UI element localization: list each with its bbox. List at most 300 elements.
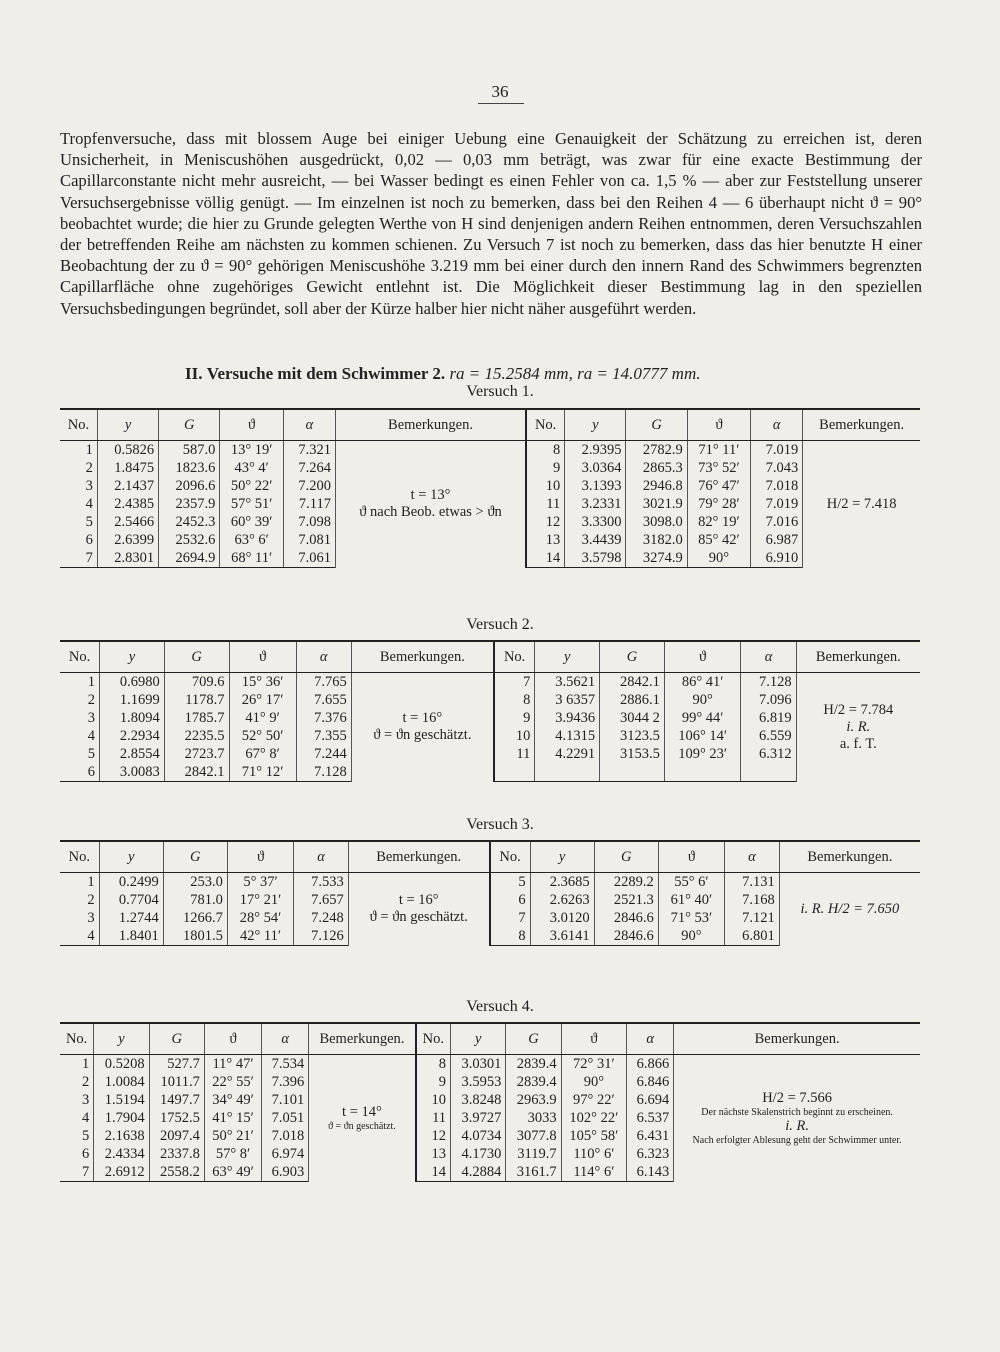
table-row xyxy=(60,873,920,892)
row-g: 587.0 xyxy=(159,441,220,460)
empty-cell xyxy=(535,763,600,782)
row-alpha: 7.657 xyxy=(294,891,349,909)
row-alpha: 7.376 xyxy=(296,709,351,727)
row-alpha: 6.323 xyxy=(627,1145,674,1163)
col-g: G xyxy=(506,1023,561,1055)
remark-text: ϑ = ϑn geschätzt. xyxy=(369,909,468,926)
col-y: y xyxy=(535,641,600,673)
row-y: 1.7904 xyxy=(94,1109,149,1127)
row-theta: 68° 11′ xyxy=(220,549,283,568)
col-remarks: Bemerkungen. xyxy=(779,841,920,873)
col-alpha: α xyxy=(262,1023,309,1055)
row-y: 1.8401 xyxy=(99,927,163,946)
row-alpha: 7.128 xyxy=(741,673,796,692)
row-g: 1752.5 xyxy=(149,1109,204,1127)
row-theta: 97° 22′ xyxy=(561,1091,626,1109)
row-theta: 41° 9′ xyxy=(229,709,296,727)
row-theta: 67° 8′ xyxy=(229,745,296,763)
row-theta: 57° 8′ xyxy=(204,1145,261,1163)
row-alpha: 7.126 xyxy=(294,927,349,946)
row-no: 13 xyxy=(526,531,565,549)
row-theta: 15° 36′ xyxy=(229,673,296,692)
row-y: 2.6263 xyxy=(530,891,594,909)
row-theta: 85° 42′ xyxy=(687,531,750,549)
col-theta: ϑ xyxy=(220,409,283,441)
remarks-cell xyxy=(348,873,489,946)
row-g: 3044 2 xyxy=(600,709,665,727)
row-no: 3 xyxy=(87,709,96,726)
row-y: 2.1437 xyxy=(97,477,158,495)
row-y: 4.1730 xyxy=(451,1145,506,1163)
row-y: 1.8094 xyxy=(100,709,165,727)
remark-text: Nach erfolgter Ablesung geht der Schwimmer unter. xyxy=(692,1135,902,1147)
row-y: 2.2934 xyxy=(100,727,165,745)
row-no: 6 xyxy=(85,531,93,548)
col-y: y xyxy=(530,841,594,873)
row-theta: 52° 50′ xyxy=(229,727,296,745)
row-alpha: 7.131 xyxy=(725,873,780,892)
body-paragraph xyxy=(60,128,922,319)
row-theta: 106° 14′ xyxy=(664,727,741,745)
row-y: 3 6357 xyxy=(535,691,600,709)
row-theta: 82° 19′ xyxy=(687,513,750,531)
row-alpha: 7.128 xyxy=(296,763,351,782)
row-alpha: 6.987 xyxy=(751,531,803,549)
col-theta: ϑ xyxy=(687,409,750,441)
col-remarks: Bemerkungen. xyxy=(803,409,920,441)
row-g: 2337.8 xyxy=(149,1145,204,1163)
row-g: 527.7 xyxy=(149,1055,204,1074)
row-no: 4 xyxy=(82,1109,90,1126)
remarks-cell xyxy=(309,1055,416,1182)
row-theta: 102° 22′ xyxy=(561,1109,626,1127)
row-y: 2.3685 xyxy=(530,873,594,892)
row-alpha: 6.846 xyxy=(627,1073,674,1091)
row-theta: 71° 12′ xyxy=(229,763,296,782)
row-y: 3.0120 xyxy=(530,909,594,927)
col-no: No. xyxy=(60,841,99,873)
row-y: 3.8248 xyxy=(451,1091,506,1109)
row-y: 3.6141 xyxy=(530,927,594,946)
row-y: 2.9395 xyxy=(565,441,626,460)
table-row xyxy=(60,1055,920,1074)
row-alpha: 7.765 xyxy=(296,673,351,692)
row-alpha: 7.018 xyxy=(751,477,803,495)
row-theta: 90° xyxy=(561,1073,626,1091)
remark-text: i. R. xyxy=(846,718,871,735)
row-g: 3119.7 xyxy=(506,1145,561,1163)
col-y: y xyxy=(565,409,626,441)
row-theta: 5° 37′ xyxy=(227,873,293,892)
row-no: 14 xyxy=(526,549,565,568)
row-alpha: 7.121 xyxy=(725,909,780,927)
remark-text: ϑ = ϑn geschätzt. xyxy=(328,1121,396,1133)
row-alpha: 7.321 xyxy=(283,441,335,460)
section-title: Versuche mit dem Schwimmer 2. xyxy=(206,364,446,383)
row-theta: 73° 52′ xyxy=(687,459,750,477)
row-no: 4 xyxy=(60,927,99,946)
row-alpha: 6.974 xyxy=(262,1145,309,1163)
remark-text: t = 13° xyxy=(410,487,451,504)
row-theta: 90° xyxy=(658,927,724,946)
row-g: 781.0 xyxy=(163,891,227,909)
row-g: 2842.1 xyxy=(600,673,665,692)
remark-text: t = 14° xyxy=(342,1104,382,1121)
row-g: 2452.3 xyxy=(159,513,220,531)
row-alpha: 6.431 xyxy=(627,1127,674,1145)
row-alpha: 7.043 xyxy=(751,459,803,477)
remarks-cell xyxy=(674,1055,920,1182)
row-alpha: 7.018 xyxy=(262,1127,309,1145)
row-no: 5 xyxy=(85,513,93,530)
row-y: 2.6912 xyxy=(94,1163,149,1182)
row-alpha: 6.694 xyxy=(627,1091,674,1109)
row-alpha: 6.910 xyxy=(751,549,803,568)
row-theta: 90° xyxy=(664,691,741,709)
row-no: 7 xyxy=(60,1163,94,1182)
remark-text: t = 16° xyxy=(398,892,439,909)
row-y: 2.5466 xyxy=(97,513,158,531)
row-g: 709.6 xyxy=(164,673,229,692)
row-y: 2.8554 xyxy=(100,745,165,763)
row-alpha: 7.096 xyxy=(741,691,796,709)
row-g: 3182.0 xyxy=(626,531,687,549)
row-alpha: 7.244 xyxy=(296,745,351,763)
row-theta: 41° 15′ xyxy=(204,1109,261,1127)
row-g: 2558.2 xyxy=(149,1163,204,1182)
row-theta: 109° 23′ xyxy=(664,745,741,763)
row-theta: 22° 55′ xyxy=(204,1073,261,1091)
row-no: 11 xyxy=(494,745,535,763)
row-no: 4 xyxy=(85,495,93,512)
row-g: 3123.5 xyxy=(600,727,665,745)
row-y: 3.9727 xyxy=(451,1109,506,1127)
col-remarks: Bemerkungen. xyxy=(674,1023,920,1055)
row-g: 1266.7 xyxy=(163,909,227,927)
col-theta: ϑ xyxy=(204,1023,261,1055)
row-g: 1178.7 xyxy=(164,691,229,709)
col-alpha: α xyxy=(627,1023,674,1055)
col-alpha: α xyxy=(294,841,349,873)
section-roman: II. xyxy=(185,364,203,383)
row-g: 2963.9 xyxy=(506,1091,561,1109)
row-g: 2886.1 xyxy=(600,691,665,709)
row-g: 2694.9 xyxy=(159,549,220,568)
row-g: 3021.9 xyxy=(626,495,687,513)
row-no: 3 xyxy=(87,909,95,926)
col-alpha: α xyxy=(296,641,351,673)
row-alpha: 6.801 xyxy=(725,927,780,946)
row-no: 7 xyxy=(490,909,530,927)
row-no: 4 xyxy=(87,727,96,744)
row-theta: 55° 6′ xyxy=(658,873,724,892)
row-g: 1011.7 xyxy=(149,1073,204,1091)
row-g: 2723.7 xyxy=(164,745,229,763)
row-g: 2357.9 xyxy=(159,495,220,513)
row-alpha: 6.866 xyxy=(627,1055,674,1074)
row-y: 0.5826 xyxy=(97,441,158,460)
remark-text: t = 16° xyxy=(402,710,443,727)
row-alpha: 6.559 xyxy=(741,727,796,745)
remarks-cell xyxy=(796,673,920,782)
row-no: 6 xyxy=(60,763,100,782)
remarks-cell xyxy=(351,673,494,782)
row-theta: 50° 22′ xyxy=(220,477,283,495)
col-remarks: Bemerkungen. xyxy=(348,841,489,873)
col-alpha: α xyxy=(751,409,803,441)
page-number: 36 xyxy=(491,82,509,101)
row-theta: 63° 6′ xyxy=(220,531,283,549)
row-y: 3.0364 xyxy=(565,459,626,477)
row-alpha: 6.537 xyxy=(627,1109,674,1127)
row-no: 13 xyxy=(416,1145,451,1163)
row-y: 3.1393 xyxy=(565,477,626,495)
row-theta: 72° 31′ xyxy=(561,1055,626,1074)
row-no: 9 xyxy=(416,1073,451,1091)
row-y: 2.4334 xyxy=(94,1145,149,1163)
row-no: 8 xyxy=(490,927,530,946)
page-number-rule xyxy=(478,103,524,104)
row-g: 1497.7 xyxy=(149,1091,204,1109)
row-no: 3 xyxy=(82,1091,90,1108)
row-theta: 34° 49′ xyxy=(204,1091,261,1109)
versuch-4-label: Versuch 4. xyxy=(466,998,534,1015)
row-no: 2 xyxy=(85,459,93,476)
row-g: 3098.0 xyxy=(626,513,687,531)
col-theta: ϑ xyxy=(227,841,293,873)
row-no: 1 xyxy=(87,673,96,690)
col-y: y xyxy=(99,841,163,873)
remark-text: a. f. T. xyxy=(839,735,877,752)
remarks-cell xyxy=(779,873,920,946)
row-alpha: 7.061 xyxy=(283,549,335,568)
row-alpha: 7.019 xyxy=(751,441,803,460)
versuch-2-label: Versuch 2. xyxy=(466,616,534,633)
row-no: 3 xyxy=(85,477,93,494)
col-remarks: Bemerkungen. xyxy=(351,641,494,673)
row-theta: 71° 53′ xyxy=(658,909,724,927)
col-no: No. xyxy=(494,641,535,673)
row-theta: 28° 54′ xyxy=(227,909,293,927)
versuch-4-table xyxy=(60,1022,920,1182)
row-alpha: 7.533 xyxy=(294,873,349,892)
section-heading xyxy=(185,364,700,384)
row-theta: 76° 47′ xyxy=(687,477,750,495)
row-alpha: 6.903 xyxy=(262,1163,309,1182)
row-no: 8 xyxy=(526,441,565,460)
row-no: 8 xyxy=(416,1055,451,1074)
col-no: No. xyxy=(60,409,97,441)
row-g: 2532.6 xyxy=(159,531,220,549)
row-theta: 90° xyxy=(687,549,750,568)
row-y: 2.4385 xyxy=(97,495,158,513)
row-no: 10 xyxy=(416,1091,451,1109)
col-y: y xyxy=(97,409,158,441)
row-theta: 61° 40′ xyxy=(658,891,724,909)
col-g: G xyxy=(149,1023,204,1055)
row-g: 2097.4 xyxy=(149,1127,204,1145)
row-g: 2839.4 xyxy=(506,1073,561,1091)
versuch-1-table xyxy=(60,408,920,568)
col-no: No. xyxy=(526,409,565,441)
row-no: 7 xyxy=(494,673,535,692)
row-no: 9 xyxy=(494,709,535,727)
col-alpha: α xyxy=(741,641,796,673)
row-y: 4.0734 xyxy=(451,1127,506,1145)
remarks-cell xyxy=(803,441,920,568)
row-no: 2 xyxy=(87,891,95,908)
row-no: 10 xyxy=(526,477,565,495)
row-g: 3274.9 xyxy=(626,549,687,568)
row-y: 3.9436 xyxy=(535,709,600,727)
row-y: 3.3300 xyxy=(565,513,626,531)
col-g: G xyxy=(594,841,658,873)
row-no: 6 xyxy=(82,1145,90,1162)
row-g: 2096.6 xyxy=(159,477,220,495)
col-remarks: Bemerkungen. xyxy=(309,1023,416,1055)
col-remarks: Bemerkungen. xyxy=(796,641,920,673)
row-g: 1823.6 xyxy=(159,459,220,477)
col-theta: ϑ xyxy=(664,641,741,673)
empty-cell xyxy=(741,763,796,782)
row-y: 3.5798 xyxy=(565,549,626,568)
row-alpha: 7.019 xyxy=(751,495,803,513)
row-alpha: 7.200 xyxy=(283,477,335,495)
row-y: 0.7704 xyxy=(99,891,163,909)
row-y: 3.0301 xyxy=(451,1055,506,1074)
col-no: No. xyxy=(60,1023,94,1055)
remark-text: H/2 = 7.784 xyxy=(823,701,894,718)
row-alpha: 7.655 xyxy=(296,691,351,709)
remark-text: i. R. H/2 = 7.650 xyxy=(800,900,900,917)
row-alpha: 7.101 xyxy=(262,1091,309,1109)
row-y: 1.1699 xyxy=(100,691,165,709)
remark-text: Der nächste Skalenstrich beginnt zu erscheinen. xyxy=(701,1107,893,1119)
col-g: G xyxy=(159,409,220,441)
row-theta: 114° 6′ xyxy=(561,1163,626,1182)
row-y: 3.4439 xyxy=(565,531,626,549)
row-no: 12 xyxy=(526,513,565,531)
empty-cell xyxy=(494,763,535,782)
row-no: 5 xyxy=(82,1127,90,1144)
row-theta: 26° 17′ xyxy=(229,691,296,709)
row-no: 1 xyxy=(87,873,95,890)
row-no: 8 xyxy=(494,691,535,709)
row-alpha: 7.248 xyxy=(294,909,349,927)
row-alpha: 7.396 xyxy=(262,1073,309,1091)
table-row xyxy=(60,441,920,460)
row-g: 1801.5 xyxy=(163,927,227,946)
row-theta: 60° 39′ xyxy=(220,513,283,531)
row-y: 1.8475 xyxy=(97,459,158,477)
row-y: 3.0083 xyxy=(100,763,165,782)
row-alpha: 7.016 xyxy=(751,513,803,531)
row-y: 4.1315 xyxy=(535,727,600,745)
row-no: 11 xyxy=(526,495,565,513)
row-g: 2521.3 xyxy=(594,891,658,909)
row-no: 9 xyxy=(526,459,565,477)
row-theta: 110° 6′ xyxy=(561,1145,626,1163)
row-g: 2846.6 xyxy=(594,927,658,946)
row-alpha: 7.168 xyxy=(725,891,780,909)
col-remarks: Bemerkungen. xyxy=(336,409,527,441)
row-theta: 42° 11′ xyxy=(227,927,293,946)
row-no: 2 xyxy=(82,1073,90,1090)
row-g: 2782.9 xyxy=(626,441,687,460)
row-theta: 86° 41′ xyxy=(664,673,741,692)
row-theta: 63° 49′ xyxy=(204,1163,261,1182)
row-y: 4.2884 xyxy=(451,1163,506,1182)
row-y: 2.6399 xyxy=(97,531,158,549)
col-g: G xyxy=(600,641,665,673)
row-alpha: 7.051 xyxy=(262,1109,309,1127)
col-g: G xyxy=(164,641,229,673)
remark-text: H/2 = 7.418 xyxy=(826,495,897,512)
row-alpha: 6.312 xyxy=(741,745,796,763)
empty-cell xyxy=(600,763,665,782)
row-g: 3033 xyxy=(506,1109,561,1127)
row-alpha: 7.117 xyxy=(283,495,335,513)
versuch-1-label: Versuch 1. xyxy=(466,383,534,400)
row-no: 7 xyxy=(60,549,97,568)
col-g: G xyxy=(163,841,227,873)
row-g: 2842.1 xyxy=(164,763,229,782)
row-g: 2289.2 xyxy=(594,873,658,892)
row-theta: 71° 11′ xyxy=(687,441,750,460)
row-no: 6 xyxy=(490,891,530,909)
row-y: 3.2331 xyxy=(565,495,626,513)
row-y: 3.5621 xyxy=(535,673,600,692)
versuch-2-table xyxy=(60,640,920,782)
row-no: 1 xyxy=(82,1055,90,1072)
col-alpha: α xyxy=(283,409,335,441)
row-alpha: 7.098 xyxy=(283,513,335,531)
row-theta: 50° 21′ xyxy=(204,1127,261,1145)
col-y: y xyxy=(94,1023,149,1055)
row-y: 1.5194 xyxy=(94,1091,149,1109)
row-alpha: 7.534 xyxy=(262,1055,309,1074)
row-g: 2839.4 xyxy=(506,1055,561,1074)
row-no: 12 xyxy=(416,1127,451,1145)
row-y: 0.6980 xyxy=(100,673,165,692)
row-no: 5 xyxy=(87,745,96,762)
row-no: 2 xyxy=(87,691,96,708)
row-no: 5 xyxy=(490,873,530,892)
row-g: 2865.3 xyxy=(626,459,687,477)
row-y: 0.2499 xyxy=(99,873,163,892)
row-y: 2.8301 xyxy=(97,549,158,568)
row-y: 1.0084 xyxy=(94,1073,149,1091)
col-g: G xyxy=(626,409,687,441)
row-theta: 43° 4′ xyxy=(220,459,283,477)
row-y: 1.2744 xyxy=(99,909,163,927)
row-no: 10 xyxy=(494,727,535,745)
row-y: 2.1638 xyxy=(94,1127,149,1145)
row-theta: 79° 28′ xyxy=(687,495,750,513)
versuch-3-table xyxy=(60,840,920,946)
row-theta: 99° 44′ xyxy=(664,709,741,727)
col-y: y xyxy=(451,1023,506,1055)
row-g: 3153.5 xyxy=(600,745,665,763)
row-theta: 11° 47′ xyxy=(204,1055,261,1074)
row-g: 3161.7 xyxy=(506,1163,561,1182)
row-g: 253.0 xyxy=(163,873,227,892)
row-no: 11 xyxy=(416,1109,451,1127)
table-row xyxy=(60,673,920,692)
col-alpha: α xyxy=(725,841,780,873)
remarks-cell xyxy=(336,441,527,568)
row-theta: 105° 58′ xyxy=(561,1127,626,1145)
